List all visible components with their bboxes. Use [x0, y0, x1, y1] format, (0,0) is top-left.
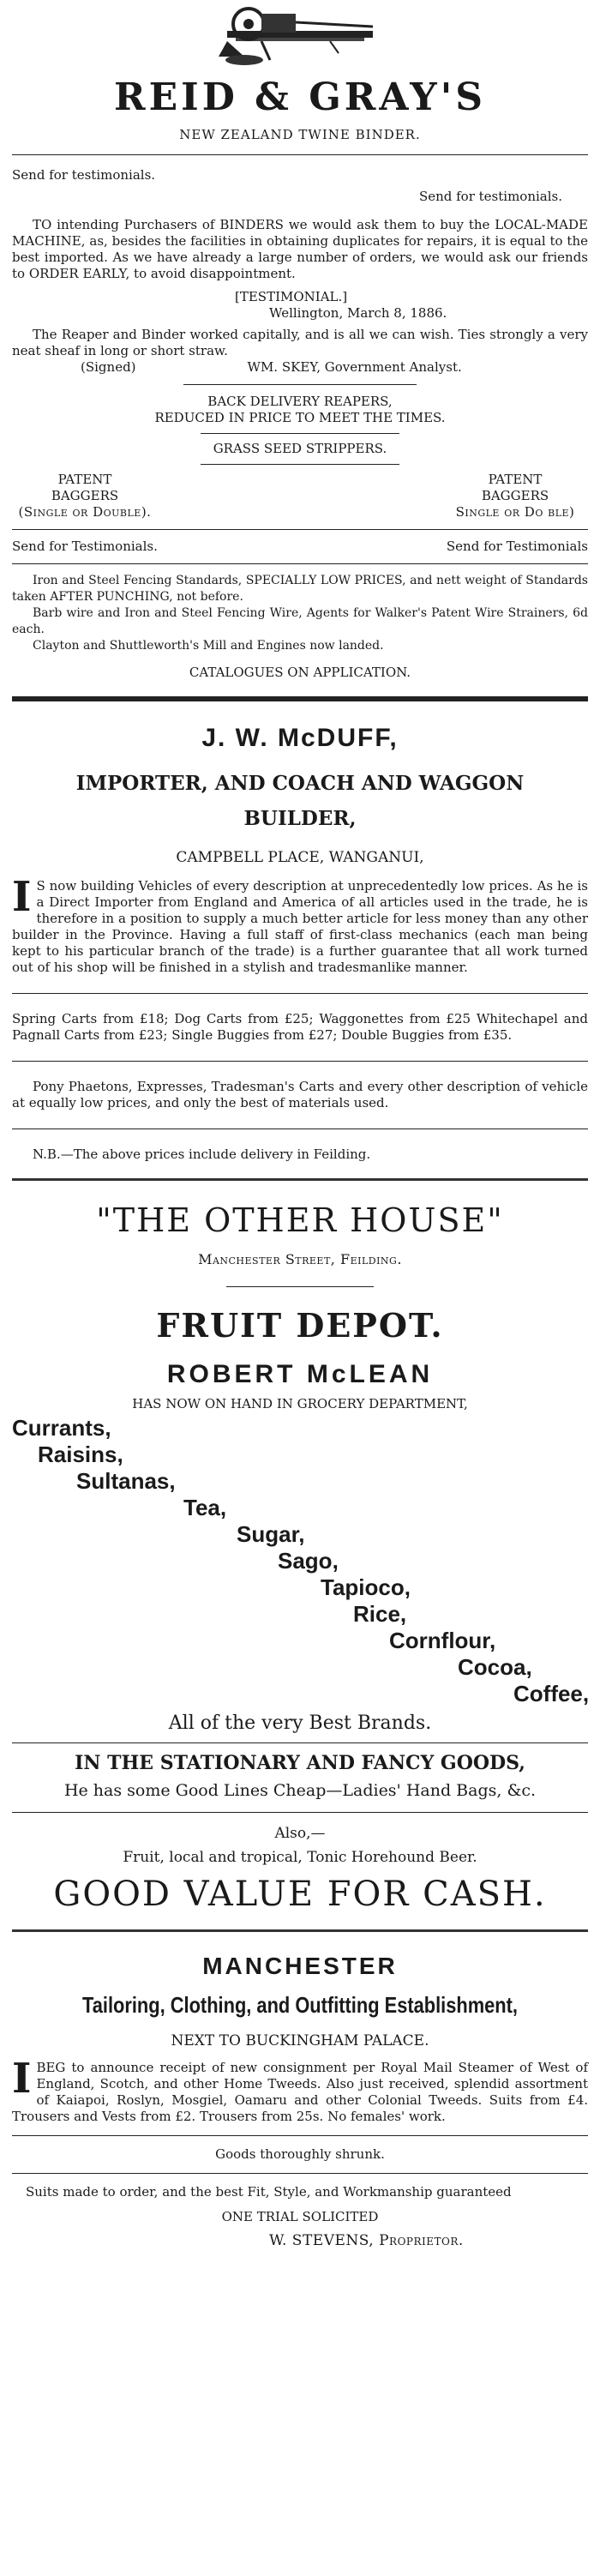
twine-binder-icon: [210, 5, 390, 69]
also: Also,—: [274, 1825, 326, 1842]
barb-wire: Barb wire and Iron and Steel Fencing Wire, Agents for Walker's Patent Wire Strainers, 6d each.: [12, 606, 588, 636]
tailoring: Tailoring, Clothing, and Outfitting Establishment,: [82, 1992, 518, 2018]
one-trial: ONE TRIAL SOLICITED: [221, 2209, 379, 2224]
send-testimonials-right: Send for testimonials.: [418, 189, 562, 204]
send-testimonials-left: Send for testimonials.: [12, 167, 156, 183]
testimonial-label: [TESTIMONIAL.]: [235, 289, 348, 304]
fencing: Iron and Steel Fencing Standards, SPECIALLY LOW PRICES, and nett weight of Standards taken AFTER PUNCHING, not before.: [12, 574, 588, 604]
best-brands: All of the very Best Brands.: [168, 1712, 432, 1734]
divider: [201, 464, 399, 465]
signed-row: [12, 359, 588, 376]
divider: [12, 154, 588, 155]
signer: WM. SKEY, Government Analyst.: [247, 359, 462, 375]
mcduff-ad: [12, 724, 588, 1163]
patent-right: PATENT BAGGERS Single or Do ble): [455, 472, 575, 520]
stationary: IN THE STATIONARY AND FANCY GOODS,: [75, 1752, 525, 1774]
divider: [12, 563, 588, 564]
good-lines: He has some Good Lines Cheap—Ladies' Hand Bags, &c.: [63, 1781, 537, 1800]
fruit-local: Fruit, local and tropical, Tonic Horehound Beer.: [123, 1849, 477, 1866]
patent-baggers: [12, 472, 588, 521]
testimonial-date: Wellington, March 8, 1886.: [269, 305, 447, 321]
reid-gray-ad: [12, 0, 588, 681]
grass-seed: GRASS SEED STRIPPERS.: [213, 441, 387, 456]
clayton: Clayton and Shuttleworth's Mill and Engines now landed.: [33, 639, 384, 653]
shrunk: Goods thoroughly shrunk.: [215, 2146, 385, 2162]
dropcap: I: [12, 873, 32, 921]
manchester-street: Manchester Street, Feilding.: [198, 1251, 402, 1267]
divider: [12, 1742, 588, 1743]
testimonial-text: The Reaper and Binder worked capitally, and is all we can wish. Ties strongly a very neat sheaf in long or short straw.: [12, 327, 588, 358]
manchester-ad: [12, 1953, 588, 2249]
divider: [226, 1286, 374, 1287]
patent-left: PATENT BAGGERS (Single or Double).: [18, 472, 152, 520]
reid-intro: TO intending Purchasers of BINDERS we would ask them to buy the LOCAL-MADE MACHINE, as, besides the facilities in obtaining duplicates for repairs, it is equal to the best imported. As we have already a large number of orders, we would ask our friends to ORDER EARLY, to avoid disappointment.: [12, 217, 588, 281]
reid-title: REID & GRAY'S: [114, 75, 486, 119]
good-value: GOOD VALUE FOR CASH.: [53, 1875, 547, 1914]
reid-subtitle: NEW ZEALAND TWINE BINDER.: [179, 127, 421, 142]
other-house-title: "THE OTHER HOUSE": [96, 1201, 504, 1239]
mcduff-nb: N.B.—The above prices include delivery in Feilding.: [33, 1147, 371, 1162]
mcduff-body: I S now building Vehicles of every description at unprecedentedly low prices. As he is a Direct Importer from England and America of all articles used in the trade, he is therefore in a position to supply a much better article for less money than any other builder in the Province. Having a full staff of first-class mechanics (each man being kept to his particular branch of the trade) is a further guarantee that all work turned out of his shop will be finished in a stylish and tradesmanlike manner.: [12, 873, 588, 975]
dropcap: I: [12, 2055, 32, 2103]
mcduff-prices: Spring Carts from £18; Dog Carts from £25; Waggonettes from £25 Whitechapel and Pagnall Carts from £23; Single Buggies from £27; Double Buggies from £35.: [12, 1011, 588, 1043]
fruit-depot: FRUIT DEPOT.: [156, 1306, 444, 1345]
divider: [12, 993, 588, 994]
divider: [12, 1812, 588, 1813]
divider: [12, 1061, 588, 1062]
divider: [201, 433, 399, 434]
manchester-body: I BEG to announce receipt of new consignment per Royal Mail Steamer of West of England, Scotch, and other Home Tweeds. Also just received, splendid assortment of Kaiapoi, Roslyn, Mosgiel, Oamaru and other Colonial Tweeds. Suits from £4. Trousers and Vests from £2. Trousers from 25s. No females' work.: [12, 2055, 588, 2124]
back-delivery: BACK DELIVERY REAPERS,: [207, 394, 393, 409]
divider: [12, 529, 588, 530]
on-hand: HAS NOW ON HAND IN GROCERY DEPARTMENT,: [132, 1396, 468, 1411]
divider: [183, 384, 417, 385]
other-house-ad: [12, 1201, 588, 1914]
robert-mclean: ROBERT McLEAN: [166, 1360, 434, 1388]
next-to: NEXT TO BUCKINGHAM PALACE.: [171, 2032, 429, 2049]
proprietor: W. STEVENS, Proprietor.: [269, 2232, 464, 2249]
mcduff-name: J. W. McDUFF,: [201, 724, 399, 752]
mcduff-line2: BUILDER,: [243, 807, 357, 830]
mcduff-pony: Pony Phaetons, Expresses, Tradesman's Carts and every other description of vehicle at equally low prices, and only the best of materials used.: [12, 1079, 588, 1110]
section-divider: [12, 1178, 588, 1181]
divider: [12, 2173, 588, 2174]
reduced-price: REDUCED IN PRICE TO MEET THE TIMES.: [154, 410, 446, 425]
section-divider: [12, 1929, 588, 1932]
divider: [12, 2135, 588, 2136]
send-testimonials-row: Send for Testimonials. Send for Testimonials: [12, 539, 588, 554]
suits: Suits made to order, and the best Fit, Style, and Workmanship guaranteed: [26, 2184, 512, 2200]
grocery-list: Currants, Raisins, Sultanas, Tea, Sugar, Sago, Tapioco, Rice, Cornflour, Cocoa, Coffee,: [12, 1415, 590, 1706]
binder-illustration: [12, 5, 588, 72]
mcduff-line1: IMPORTER, AND COACH AND WAGGON: [75, 772, 525, 795]
mcduff-place: CAMPBELL PLACE, WANGANUI,: [176, 849, 424, 866]
signed-label: (Signed): [81, 359, 136, 375]
section-divider: [12, 696, 588, 701]
catalogues: CATALOGUES ON APPLICATION.: [189, 665, 411, 680]
manchester-title: MANCHESTER: [202, 1953, 398, 1979]
